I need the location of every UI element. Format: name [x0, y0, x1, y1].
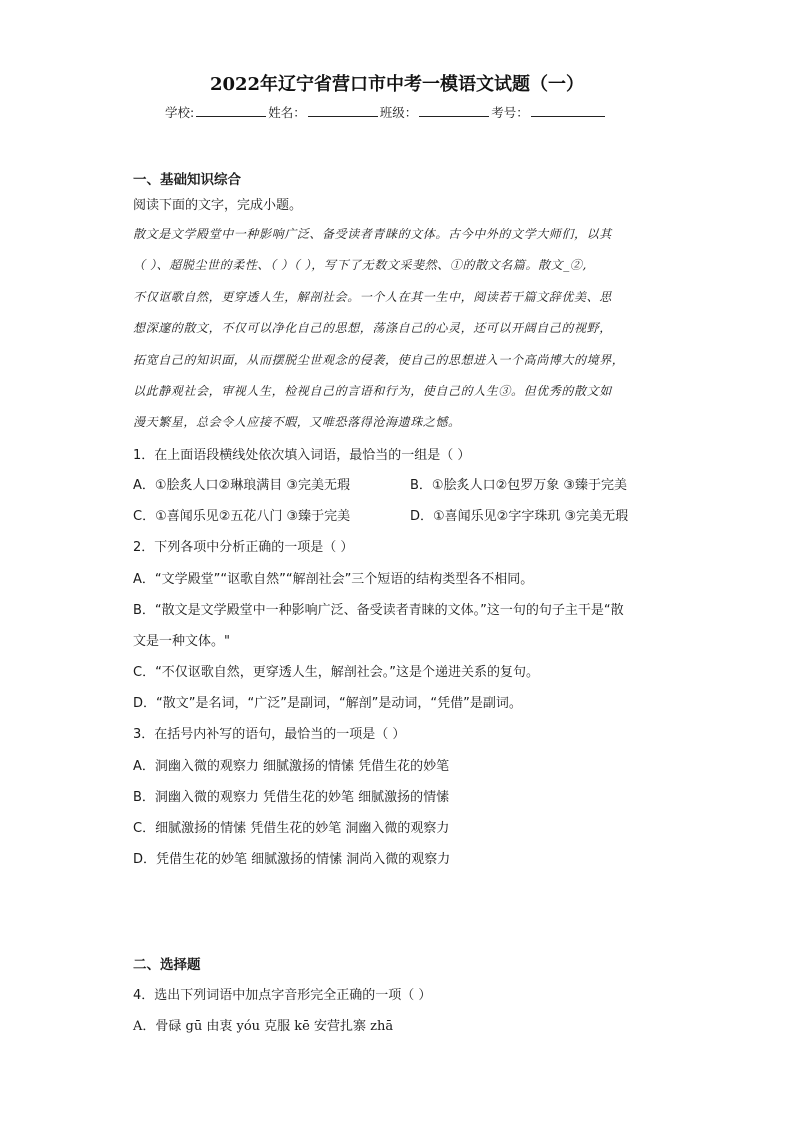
q1-stem: 1．在上面语段横线处依次填入词语，最恰当的一组是（ ）: [133, 448, 471, 463]
q4-option-a: A．骨碌 gū 由衷 yóu 克服 kē 安营扎寨 zhā: [133, 1019, 394, 1034]
q2-option-c: C．“不仅讴歌自然，更穿透人生，解剖社会。”这是个递进关系的复句。: [133, 665, 540, 680]
passage-line-4: 想深邃的散文，不仅可以净化自己的思想，荡涤自己的心灵，还可以开阔自己的视野，: [133, 321, 612, 335]
passage-line-7: 漫天繁星，总会令人应接不暇，又唯恐落得沧海遗珠之憾。: [133, 415, 461, 429]
passage-line-6: 以此静观社会，审视人生，检视自己的言语和行为，使自己的人生③。但优秀的散文如: [133, 384, 612, 398]
school-blank: [196, 103, 266, 117]
student-info-row: [165, 103, 607, 121]
q3-option-c: C．细腻激扬的情愫 凭借生花的妙笔 洞幽入微的观察力: [133, 821, 450, 836]
page-title: 2022年辽宁省营口市中考一模语文试题（一）: [209, 74, 585, 95]
passage-line-5: 拓宽自己的知识面，从而摆脱尘世观念的侵袭，使自己的思想进入一个高尚博大的境界，: [133, 353, 625, 367]
passage-line-3: 不仅讴歌自然，更穿透人生，解剖社会。一个人在其一生中，阅读若干篇文辞优美、思: [133, 290, 612, 304]
q1-option-a: A．①脍炙人口②琳琅满目 ③完美无瑕: [133, 478, 350, 493]
q2-stem: 2．下列各项中分析正确的一项是（ ）: [133, 540, 354, 555]
q1-option-b: B．①脍炙人口②包罗万象 ③臻于完美: [410, 478, 628, 493]
q3-option-b: B．洞幽入微的观察力 凭借生花的妙笔 细腻激扬的情愫: [133, 790, 450, 805]
section1-heading: 一、基础知识综合: [133, 172, 241, 188]
passage-line-2: （ ）、超脱尘世的柔性、（ ）（ ），写下了无数文采斐然、①的散文名篇。散文_②,: [133, 258, 587, 272]
exam-no-blank: [531, 103, 605, 117]
section1-intro: 阅读下面的文字，完成小题。: [133, 198, 303, 213]
school-label: 学校:: [165, 105, 195, 120]
section2-heading: 二、选择题: [133, 957, 201, 973]
q3-option-d: D．凭借生花的妙笔 细腻激扬的情愫 洞尚入微的观察力: [133, 852, 451, 867]
class-label: 班级：: [379, 105, 418, 120]
q2-option-d: D．“散文”是名词，“广泛”是副词，“解剖”是动词，“凭借”是副词。: [133, 696, 522, 711]
class-blank: [419, 103, 489, 117]
name-label: 姓名：: [268, 105, 306, 120]
exam-no-label: 考号：: [491, 105, 529, 120]
q2-option-b-line2: 文是一种文体。": [133, 634, 230, 649]
q2-option-b-line1: B．“散文是文学殿堂中一种影响广泛、备受读者青睐的文体。”这一句的句子主干是“散: [133, 603, 624, 618]
q1-option-d: D．①喜闻乐见②字字珠玑 ③完美无瑕: [410, 509, 629, 524]
q1-option-c: C．①喜闻乐见②五花八门 ③臻于完美: [133, 509, 351, 524]
passage-line-1: 散文是文学殿堂中一种影响广泛、备受读者青睐的文体。古今中外的文学大师们，以其: [133, 227, 612, 241]
q3-option-a: A．洞幽入微的观察力 细腻激扬的情愫 凭借生花的妙笔: [133, 759, 450, 774]
q3-stem: 3．在括号内补写的语句，最恰当的一项是（ ）: [133, 727, 406, 742]
name-blank: [308, 103, 378, 117]
q4-stem: 4．选出下列词语中加点字音形完全正确的一项（ ）: [133, 988, 432, 1003]
q2-option-a: A．“文学殿堂”“讴歌自然”“解剖社会”三个短语的结构类型各不相同。: [133, 572, 534, 587]
